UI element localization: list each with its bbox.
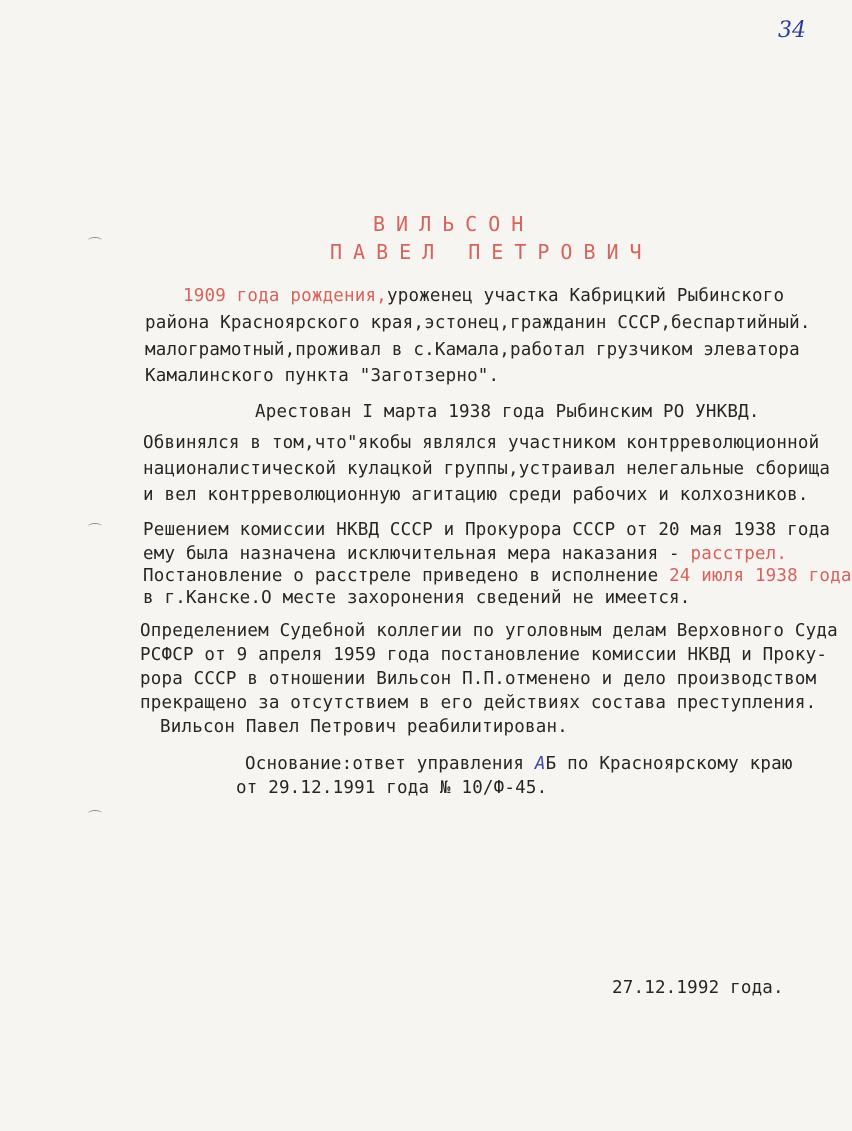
surname-heading: ВИЛЬСОН [373,212,535,236]
charge-line-3: и вел контрреволюционную агитацию среди рабочих и колхозников. [143,485,809,505]
rehabilitation-line-3: рора СССР в отношении Вильсон П.П.отменено и дело производством [140,669,817,689]
given-name-heading: ПАВЕЛ ПЕТРОВИЧ [330,240,653,264]
sentence-text: ему была назначена исключительная мера наказания - [143,544,691,564]
sentence-line-3 [143,566,852,586]
margin-tick-mark [88,237,102,244]
rehabilitation-line-2: РСФСР от 9 апреля 1959 года постановление комиссии НКВД и Проку- [140,645,828,665]
sentence-line-1: Решением комиссии НКВД СССР и Прокурора СССР от 20 мая 1938 года [143,520,831,540]
margin-tick-mark [88,523,102,530]
margin-tick-mark [88,810,102,817]
rehabilitation-line-4: прекращено за отсутствием в его действиях состава преступления. [140,693,817,713]
basis-region-text: по Красноярскому краю [556,754,793,774]
execution-date: 24 июля 1938 года [669,566,852,586]
charge-line-1: Обвинялся в том,что"якобы являлся участником контрреволюционной [143,433,820,453]
bio-line-3: малограмотный,проживал в с.Камала,работал грузчиком элеватора [145,340,800,360]
execution-order-text: Постановление о расстреле приведено в исполнение [143,566,670,586]
rehabilitation-line-1: Определением Судебной коллегии по уголовным делам Верховного Суда [140,621,838,641]
basis-line-2: от 29.12.1991 года № 10/Ф-45. [236,778,548,798]
arrest-line: Арестован I марта 1938 года Рыбинским РО УНКВД. [255,402,760,422]
execution-word: расстрел. [690,544,788,564]
basis-text: Основание:ответ управления [245,754,535,774]
basis-agency-letter: Б [545,754,557,774]
charge-line-2: националистической кулацкой группы,устраивал нелегальные сборища [143,459,831,479]
bio-line-4: Камалинского пункта "Заготзерно". [145,366,500,386]
basis-line-1 [245,754,793,774]
sentence-line-2 [143,544,787,564]
bio-line-2: района Красноярского края,эстонец,гражданин СССР,беспартийный. [145,313,811,333]
birth-year-text: 1909 года рождения, [183,286,387,306]
birthplace-text: уроженец участка Кабрицкий Рыбинского [386,286,785,306]
rehabilitation-line-5: Вильсон Павел Петрович реабилитирован. [160,717,568,737]
sentence-line-4: в г.Канске.О месте захоронения сведений не имеется. [143,588,691,608]
document-date: 27.12.1992 года. [612,978,784,998]
bio-line-1 [183,286,784,306]
handwritten-correction: А [534,754,546,774]
handwritten-page-number: 34 [778,18,806,43]
